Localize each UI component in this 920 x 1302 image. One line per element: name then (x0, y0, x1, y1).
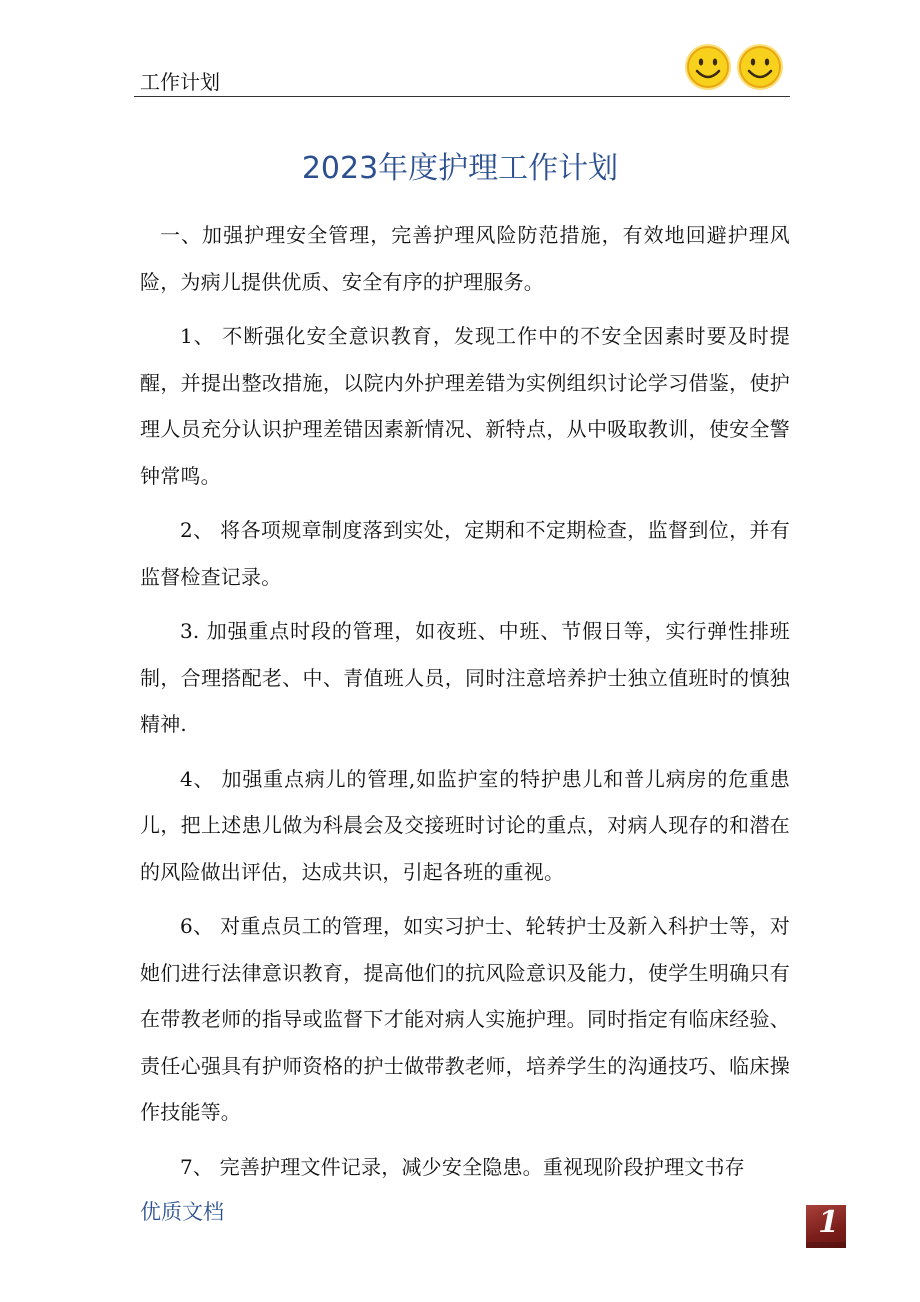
document-title: 2023年度护理工作计划 (301, 151, 619, 186)
header-divider (134, 96, 790, 97)
header-title: 工作计划 (140, 70, 220, 94)
paragraph: 1、 不断强化安全意识教育，发现工作中的不安全因素时要及时提醒，并提出整改措施，以院内外护理差错为实例组织讨论学习借鉴，使护理人员充分认识护理差错因素新情况、新特点，从中吸取教训，使安全警钟常鸣。 (140, 324, 790, 488)
smiley-icons (683, 42, 785, 92)
smiley-icon (737, 44, 783, 90)
smiley-icon (685, 44, 731, 90)
footer-label: 优质文档 (140, 1200, 224, 1224)
paragraph: 2、 将各项规章制度落到实处，定期和不定期检查，监督到位，并有监督检查记录。 (140, 518, 790, 589)
page-number-badge (806, 1205, 846, 1248)
paragraph: 7、 完善护理文件记录，减少安全隐患。重视现阶段护理文书存 (180, 1154, 745, 1179)
paragraph: 6、 对重点员工的管理，如实习护士、轮转护士及新入科护士等，对她们进行法律意识教育，提高他们的抗风险意识及能力，使学生明确只有在带教老师的指导或监督下才能对病人实施护理。同时指定有临床经验、责任心强具有护师资格的护士做带教老师，培养学生的沟通技巧、临床操作技能等。 (140, 914, 790, 1124)
paragraph: 4、 加强重点病儿的管理,如监护室的特护患儿和普儿病房的危重患儿，把上述患儿做为科晨会及交接班时讨论的重点，对病人现存的和潜在的风险做出评估，达成共识，引起各班的重视。 (140, 766, 790, 884)
page-number: 1 (818, 1205, 839, 1240)
document-body (140, 212, 790, 1198)
paragraph: 3. 加强重点时段的管理，如夜班、中班、节假日等，实行弹性排班制，合理搭配老、中、青值班人员，同时注意培养护士独立值班时的慎独精神. (140, 619, 790, 736)
paragraph: 一、加强护理安全管理，完善护理风险防范措施，有效地回避护理风险，为病儿提供优质、安全有序的护理服务。 (140, 223, 790, 294)
